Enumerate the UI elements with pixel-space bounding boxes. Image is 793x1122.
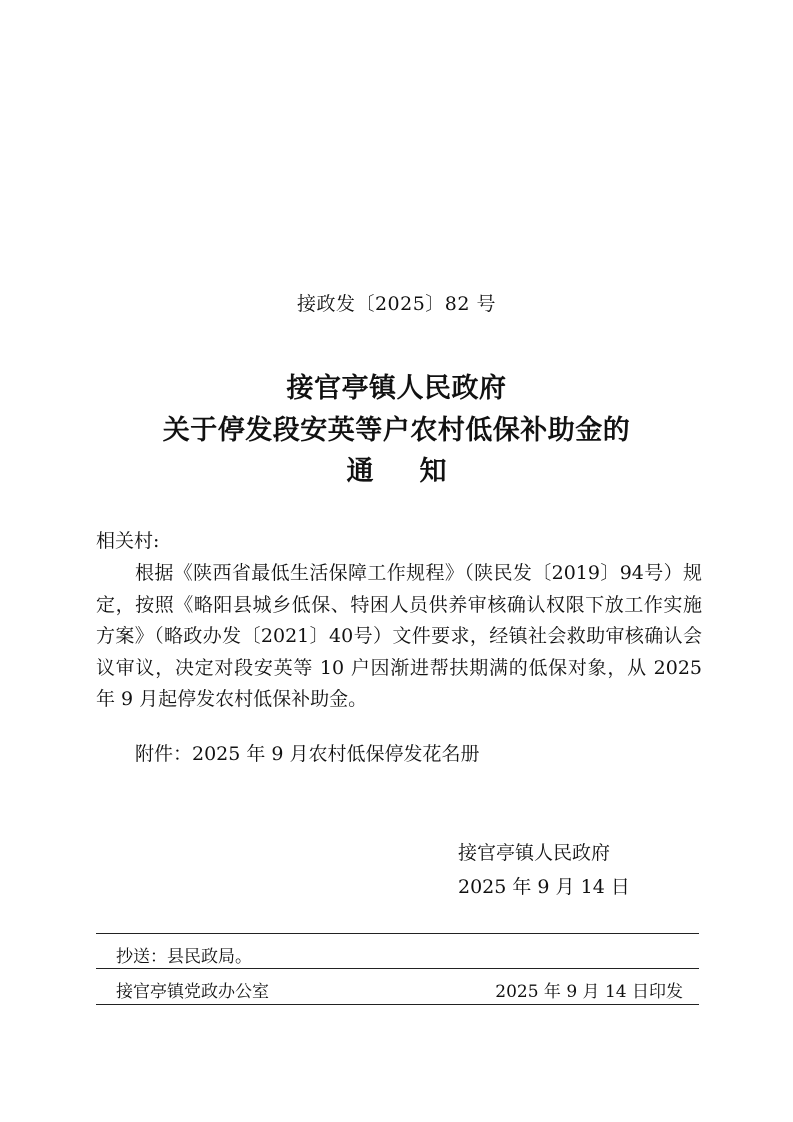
cc-line: 抄送：县民政局。 <box>116 947 252 967</box>
body-paragraph: 根据《陕西省最低生活保障工作规程》（陕民发〔2019〕94号）规定，按照《略阳县城乡低保、特困人员供养审核确认权限下放工作实施方案》（略政办发〔2021〕40号）文件要求，经镇社会救助审核确认会议审议，决定对段安英等 10 户因渐进帮扶期满的低保对象，从 2025 年 9 月起停发农村低保补助金。 <box>96 562 702 710</box>
issuing-office: 接官亭镇党政办公室 <box>116 982 269 1002</box>
addressee: 相关村: <box>96 530 160 552</box>
title-char-1: 通 <box>346 456 374 487</box>
title-char-2: 知 <box>419 456 447 487</box>
title-line-2: 关于停发段安英等户农村低保补助金的 <box>162 415 631 446</box>
issue-date: 2025 年 9 月 14 日印发 <box>495 982 683 1002</box>
title-line-1: 接官亭镇人民政府 <box>286 373 507 404</box>
footer-divider-middle <box>96 968 699 969</box>
attachment-note: 附件：2025 年 9 月农村低保停发花名册 <box>135 743 480 765</box>
document-number: 接政发〔2025〕82 号 <box>296 293 497 315</box>
title-line-3 <box>0 449 793 488</box>
signer: 接官亭镇人民政府 <box>458 842 611 864</box>
footer-divider-top <box>96 933 699 934</box>
footer-divider-bottom <box>96 1004 699 1005</box>
sign-date: 2025 年 9 月 14 日 <box>458 876 630 898</box>
